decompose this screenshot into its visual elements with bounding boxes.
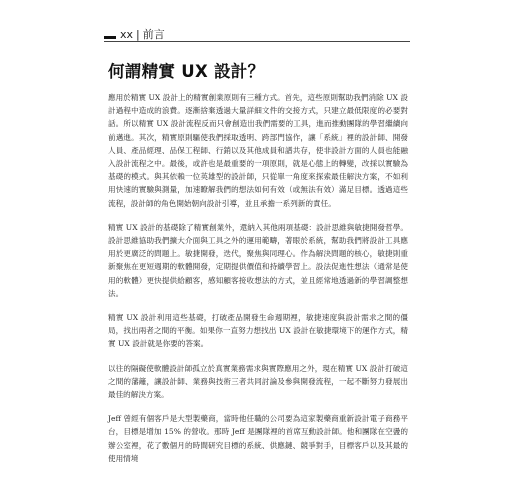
paragraph-1: 應用於精實 UX 設計上的精實創業原則有三種方式。首先，這些原則幫助我們消除 UX 設計過程中造成的浪費。逐漸捨棄透過大量詳細文件的交接方式，只建立最低限度的必要對話。所以精實 UX 設計流程反而只會創造出我們需要的工具，進而推動團隊的學習繼續向前邁進。其次，精實原則驅使我們採取透明、跨部門協作，讓「系統」裡的設計師、開發人員、產品經理、品保工程師、行銷以及其他成員和譜共存，使非設計方面的人員也能融入設計流程之中。最後，或許也是最重要的一項原則，就是心態上的轉變，改採以實驗為基礎的模式。與其依賴一位英雄型的設計師，只從單一角度來探索最佳解決方案，不如利用快速的實驗與測量，加速瞭解我們的想法如何有效（或無法有效）滿足目標。透過這些流程，設計師的角色開始朝向設計引導，並且承擔一系列新的責任。 (108, 93, 408, 208)
section-title: 何謂精實 UX 設計？ (108, 62, 265, 81)
header-rule (104, 41, 410, 42)
section-name: 前言 (142, 28, 165, 41)
header-separator: | (136, 27, 140, 41)
page-number: xx (120, 27, 134, 41)
paragraph-5: Jeff 曾經有個客戶是大型製藥商，當時他任職的公司要為這家製藥商重新設計電子商務平台，目標是增加 15% 的營收。那時 Jeff 是團隊裡的首席互動設計師。他和團隊在空盪的辦公室裡，花了數個月的時間研究目標的系統、供應鏈、競爭對手，目標客戶以及其最的使用情境 (108, 414, 408, 463)
paragraph-4: 以往的隔礙使軟體設計師孤立於真實業務需求與實際應用之外，現在精實 UX 設計打破這之間的藩籬，讓設計師、業務與技術三者共同討論及參與開發流程，一起不斷努力發展出最佳的解決方案。 (108, 363, 408, 400)
header-bar-mark (104, 36, 116, 39)
body-text (108, 91, 408, 476)
paragraph-2: 精實 UX 設計的基礎除了精實創業外，還納入其他兩項基礎：設計思維與敏捷開發哲學。設計思維協助我們擴大介面與工具之外的運用範疇，著眼於系統，幫助我們將設計工具應用於更廣泛的問題上。敏捷開發，迭代，聚焦與同理心。作為解決問題的核心，敏捷則重新聚焦在更短週期的軟體開發，定期提供價值和持續學習上。設法促進性想法（通常是使用的軟體）更快提供給顧客，感知顧客接收想法的方式，並且經常地透過新的學習調整想法。 (108, 222, 408, 298)
running-header (104, 26, 165, 42)
paragraph-3: 精實 UX 設計利用這些基礎，打破產品開發生命週期裡，敏捷速度與設計需求之間的僵局，找出兩者之間的平衡。如果你一直努力想找出 UX 設計在敏捷環境下的運作方式，精實 UX 設計就是你要的答案。 (108, 313, 408, 349)
